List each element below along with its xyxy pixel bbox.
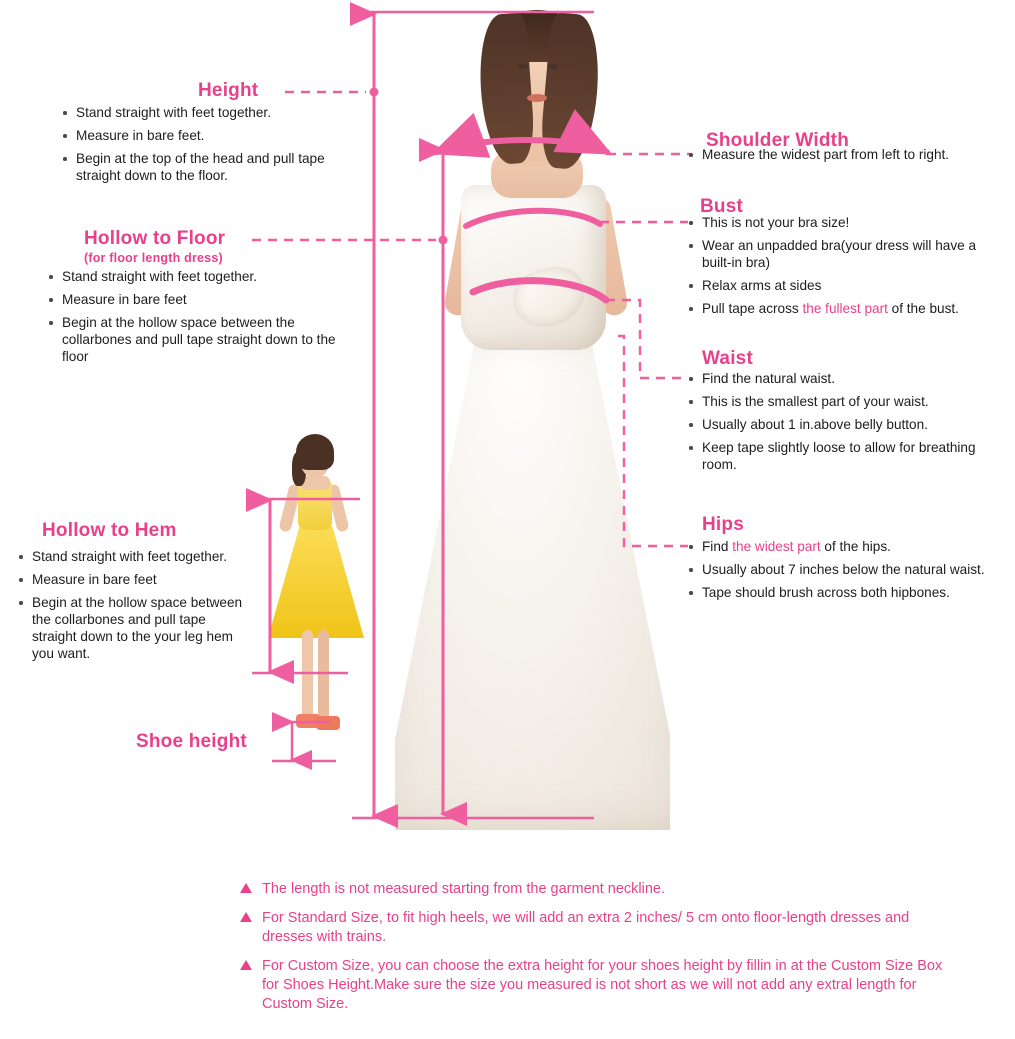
- footnote-text: For Custom Size, you can choose the extra height for your shoes height by fillin in at the Custom Size Box for Shoes Height.Make sure the size you measured is not short as we will not add any extral length for Custom Size.: [262, 958, 943, 1012]
- warning-triangle-icon: [240, 883, 252, 893]
- hips-text-highlight: the widest part: [732, 539, 821, 554]
- list-item: This is not your bra size!: [688, 214, 1008, 231]
- hollow-to-hem-bullets: [18, 548, 248, 668]
- bust-text-after: of the bust.: [887, 301, 959, 316]
- bust-text-before: Pull tape across: [702, 301, 803, 316]
- footnote-text: For Standard Size, to fit high heels, we will add an extra 2 inches/ 5 cm onto floor-length dresses and dresses with trains.: [262, 910, 910, 945]
- bust-heading: Bust: [700, 196, 744, 217]
- list-item: Stand straight with feet together.: [62, 104, 362, 121]
- hips-bullets: [688, 538, 1000, 607]
- list-item: Measure in bare feet.: [62, 127, 362, 144]
- bust-text-highlight: the fullest part: [802, 301, 888, 316]
- shoe-height-heading: Shoe height: [136, 731, 247, 752]
- list-item: Find the natural waist.: [688, 370, 998, 387]
- list-item: Begin at the hollow space between the collarbones and pull tape straight down to the your leg hem you want.: [18, 594, 248, 662]
- list-item: Begin at the hollow space between the collarbones and pull tape straight down to the floor: [48, 314, 338, 365]
- short-dress-model-photo: [262, 430, 372, 770]
- list-item: Wear an unpadded bra(your dress will have a built-in bra): [688, 237, 1008, 271]
- hollow-to-floor-heading: [84, 228, 225, 265]
- footnotes: [240, 880, 960, 1024]
- footnote-2: [240, 909, 960, 947]
- list-item: Relax arms at sides: [688, 277, 1008, 294]
- hollow-to-floor-subtitle: (for floor length dress): [84, 251, 223, 265]
- shoulder-width-bullets: [688, 146, 1008, 169]
- footnote-text: The length is not measured starting from the garment neckline.: [262, 881, 665, 897]
- list-item: This is the smallest part of your waist.: [688, 393, 998, 410]
- warning-triangle-icon: [240, 960, 252, 970]
- warning-triangle-icon: [240, 912, 252, 922]
- list-item-hips-widest: [688, 538, 1000, 555]
- list-item: Begin at the top of the head and pull tape straight down to the floor.: [62, 150, 362, 184]
- list-item: Keep tape slightly loose to allow for breathing room.: [688, 439, 998, 473]
- footnote-1: [240, 880, 960, 899]
- list-item: Stand straight with feet together.: [48, 268, 338, 285]
- list-item: Measure in bare feet: [18, 571, 248, 588]
- height-bullets: [62, 104, 362, 190]
- hips-text-after: of the hips.: [820, 539, 891, 554]
- hips-text-before: Find: [702, 539, 733, 554]
- bust-bullets: [688, 214, 1008, 323]
- hips-heading: Hips: [702, 514, 744, 535]
- list-item: Measure the widest part from left to right.: [688, 146, 1008, 163]
- waist-bullets: [688, 370, 998, 479]
- hollow-to-floor-title: Hollow to Floor: [84, 228, 226, 249]
- footnote-3: [240, 957, 960, 1014]
- height-heading: Height: [198, 80, 259, 101]
- shoulder-width-heading: Shoulder Width: [706, 130, 849, 151]
- list-item: Usually about 1 in.above belly button.: [688, 416, 998, 433]
- list-item: Tape should brush across both hipbones.: [688, 584, 1000, 601]
- list-item: Usually about 7 inches below the natural waist.: [688, 561, 1000, 578]
- bride-model-photo: [395, 0, 670, 830]
- list-item: Stand straight with feet together.: [18, 548, 248, 565]
- hollow-to-floor-bullets: [48, 268, 338, 371]
- waist-heading: Waist: [702, 348, 753, 369]
- hollow-to-hem-heading: Hollow to Hem: [42, 520, 177, 541]
- list-item: Measure in bare feet: [48, 291, 338, 308]
- list-item-bust-fullest: [688, 300, 1008, 317]
